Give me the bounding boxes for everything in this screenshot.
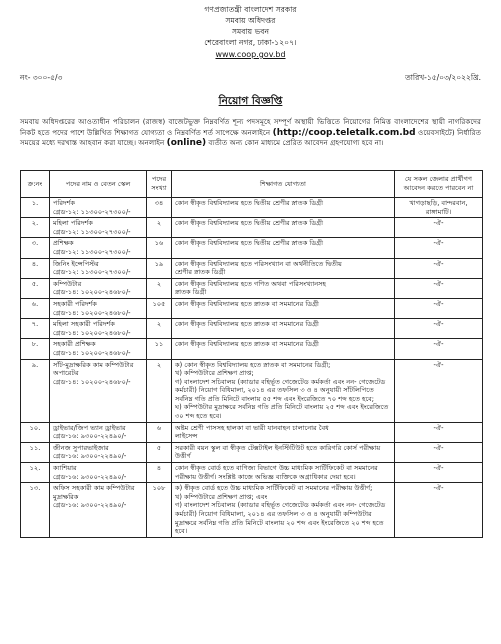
row-serial: ৮. (21, 339, 50, 359)
row-qualification (172, 218, 395, 238)
header-post: পদের নাম ও বেতন স্কেল (50, 171, 147, 198)
row-post (50, 218, 147, 238)
pay-grade: গ্রেড-১৬: ৯৩০০-২২৪৯০/- (53, 501, 127, 510)
pay-grade: গ্রেড-১২: ১১৩০০-২৭৩০০/- (53, 207, 131, 216)
pay-grade: গ্রেড-১২: ১১৩০০-২৭৩০০/- (53, 268, 131, 277)
row-post-count: ১১ (147, 339, 172, 359)
qualification-line: ক) কোন স্বীকৃত বিশ্ববিদ্যালয় হতে স্নাতক বা সমমানের ডিগ্রী; (175, 360, 331, 369)
row-eligibility: -ঐ- (395, 298, 483, 318)
row-post-count: ৪ (147, 463, 172, 483)
post-name: ক্যাশিয়ার (53, 464, 77, 473)
row-eligibility: -ঐ- (395, 258, 483, 278)
qualification-line: লাইসেন্স (175, 432, 198, 441)
row-post-count: ১৬ (147, 238, 172, 258)
row-post-count: ১০৮ (147, 483, 172, 538)
post-name: সাঁট-মুদ্রাক্ষরিক কাম কম্পিউটার অপারেটর (53, 360, 134, 378)
pay-grade: গ্রেড-১৬: ৯৩০০-২২৪৯০/- (53, 452, 127, 461)
row-eligibility: -ঐ- (395, 319, 483, 339)
row-post (50, 319, 147, 339)
pay-grade: গ্রেড-১২: ১১৩০০-২৭৩০০/- (53, 227, 131, 236)
row-post (50, 278, 147, 298)
table-row (21, 463, 483, 483)
row-post (50, 359, 147, 422)
pay-grade: গ্রেড-১৪: ১০২০০-২৪৬৮০/- (53, 377, 131, 386)
row-serial: ৭. (21, 319, 50, 339)
qualification-line: খ) কম্পিউটারে প্রশিক্ষণ প্রাপ্ত; (175, 369, 254, 378)
row-post (50, 258, 147, 278)
website-link[interactable]: www.coop.gov.bd (215, 50, 286, 59)
row-post-count: ২ (147, 359, 172, 422)
table-row (21, 319, 483, 339)
row-serial: ৯. (21, 359, 50, 422)
post-name: মহিলা পরিদর্শক (53, 219, 93, 228)
table-row (21, 422, 483, 442)
row-qualification (172, 298, 395, 318)
row-eligibility: -ঐ- (395, 339, 483, 359)
vacancy-table (20, 170, 483, 538)
table-row (21, 278, 483, 298)
row-qualification (172, 198, 395, 218)
memo-number: নং- ৩০০-৫/৩ (20, 73, 63, 82)
table-row (21, 359, 483, 422)
row-eligibility: -ঐ- (395, 463, 483, 483)
row-qualification (172, 483, 395, 538)
department-name: সমবায় অধিদপ্তর (225, 16, 276, 25)
qualification-line: গ) বাংলাদেশ সচিবালয় (ক্যাডার বহির্ভূত গেজেটেড কর্মকর্তা এবং নন- গেজেটেড কর্মচারী) নিয়োগ বিধিমালা, ২০১৪ এর তফসিল ৩ ও ৪ অনুযায়ী সাঁটলিপিতে সর্বনিম্ন গতি প্রতি মিনিটে বাংলায় ৫৫ শব্দ এবং ইংরেজিতে ৭০ শব্দ হতে হবে; (175, 377, 386, 403)
notice-title-wrap (0, 89, 501, 111)
pay-grade: গ্রেড-১৬: ৯৩০০-২২৪৯০/- (53, 432, 127, 441)
qualification-line: অষ্টম শ্রেণী পাসসহ হালকা বা ভারী যানবাহন চালানোর বৈধ (175, 423, 329, 432)
qualification-line: গ) বাংলাদেশ সচিবালয় (ক্যাডার বহির্ভূত গেজেটেড কর্মকর্তা এবং নন- গেজেটেড কর্মচারী) নিয়োগ বিধিমালা, ২০১৪ এর তফসিল ৩ ও ৪ অনুযায়ী কম্পিউটার মুদ্রাক্ষরে সর্বনিম্ন গতি প্রতি মিনিটে বাংলায় ২০ শব্দ এবং ইংরেজিতে ২০ শব্দ হতে হবে। (175, 501, 386, 536)
table-row (21, 238, 483, 258)
row-eligibility: -ঐ- (395, 359, 483, 422)
intro-text: সমবায় অধিদপ্তরের আওতাধীন পরিচালন (রাজস্ব) বাজেটভুক্ত নিম্নবর্ণিত শূন্য পদসমূহে সম্পূর্ণ অস্থায়ী ভিত্তিতে নিয়োগের নিমিত্ত বাংলাদেশের স্থায়ী নাগরিকদের নিকট হতে পদের পাশে উল্লিখিত শিক্ষাগত যোগ্যতা ও নিম্নবর্ণিত শর্ত সাপেক্ষে অনলাইনে (20, 117, 481, 137)
row-serial: ২. (21, 218, 50, 238)
post-name: ড্রাইভার/জিপ ভ্যান ড্রাইভার (53, 423, 126, 432)
notice-date: তারিখ-১৫/০৩/২০২২খ্রি. (405, 73, 481, 82)
post-name: প্রশিক্ষক (53, 239, 74, 248)
row-eligibility: খাগড়াছড়ি, বান্দরবান, রাঙ্গামাটি। (395, 198, 483, 218)
row-post (50, 198, 147, 218)
row-post-count: ২ (147, 278, 172, 298)
row-post-count: ২ (147, 218, 172, 238)
post-name: সহকারী প্রশিক্ষক (53, 340, 96, 349)
row-post-count: ১৯ (147, 258, 172, 278)
qualification-line: ক) স্বীকৃত বোর্ড হতে উচ্চ মাধ্যমিক সার্টিফিকেট বা সমমানের পরীক্ষায় উত্তীর্ণ; (175, 484, 373, 493)
qualification-line: কোন স্বীকৃত বিশ্ববিদ্যালয় হতে স্নাতক বা সমমানের ডিগ্রী (175, 320, 319, 329)
table-row (21, 218, 483, 238)
row-post (50, 442, 147, 462)
row-post-count: ১০৫ (147, 298, 172, 318)
post-name: জীনজ সুপারভাইজার (53, 443, 109, 452)
row-qualification (172, 339, 395, 359)
qualification-line: ঘ) কম্পিউটার মুদ্রাক্ষরে সর্বনিম্ন গতি প্রতি মিনিটে বাংলায় ২৫ শব্দ এবং ইংরেজিতে ৩০ শব্দ হতে হবে। (175, 403, 389, 421)
row-post-count: ৫ (147, 442, 172, 462)
row-qualification (172, 359, 395, 422)
row-post-count: ৩৪ (147, 198, 172, 218)
header-eligibility: যে সকল জেলার প্রার্থীগণ আবেদন করতে পারবেন না (395, 171, 483, 198)
intro-paragraph (20, 117, 481, 149)
header-serial: ক্র:নং (21, 171, 50, 198)
row-post (50, 463, 147, 483)
row-eligibility: -ঐ- (395, 442, 483, 462)
row-eligibility: -ঐ- (395, 483, 483, 538)
row-serial: ৩. (21, 238, 50, 258)
qualification-line: স্নাতক ডিগ্রী (175, 288, 207, 297)
row-post (50, 238, 147, 258)
notice-title: নিয়োগ বিজ্ঞপ্তি (218, 95, 283, 107)
pay-grade: গ্রেড-১৪: ১০২০০-২৪৬৮০/- (53, 288, 131, 297)
row-post-count: ২ (147, 319, 172, 339)
row-post-count: ৬ (147, 422, 172, 442)
table-row (21, 258, 483, 278)
post-name: পরিদর্শক (53, 199, 75, 207)
qualification-line: সরকারী বয়ন স্কুল বা স্বীকৃত টেক্সটাইল ইনস্টিটিউট হতে কারিগরি কোর্স পরীক্ষায় উত্তীর্ণ (175, 443, 381, 461)
pay-grade: গ্রেড-১৪: ১০২০০-২৪৬৮০/- (53, 308, 131, 317)
pay-grade: গ্রেড-১৪: ১০২০০-২৪৬৮০/- (53, 328, 131, 337)
teletalk-link[interactable]: (http://coop.teletalk.com.bd (272, 127, 416, 138)
row-qualification (172, 258, 395, 278)
row-eligibility: -ঐ- (395, 422, 483, 442)
header-count: পদের সংখ্যা (147, 171, 172, 198)
table-row (21, 483, 483, 538)
header-qualification: শিক্ষাগত যোগ্যতা (172, 171, 395, 198)
qualification-line: কোন স্বীকৃত বোর্ড হতে বাণিজ্য বিভাগে উচ্চ মাধ্যমিক সার্টিফিকেট বা সমমানের পরীক্ষায় উত্তীর্ণ। সংশ্লিষ্ট কাজে অভিজ্ঞ ব্যক্তিকে অগ্রাধিকার দেয়া হবে। (175, 464, 378, 481)
row-qualification (172, 278, 395, 298)
qualification-line: কোন স্বীকৃত বিশ্ববিদ্যালয় হতে পরিসংখ্যান বা অর্থনীতিতে দ্বিতীয় (175, 259, 342, 268)
letterhead (0, 4, 501, 60)
address: শেরেবাংলা নগর, ঢাকা-১২০৭। (204, 38, 297, 47)
intro-text-after-link: ওয়েবসাইটে) নির্ধারিত সময়ের মধ্যে দরখাস্ত আহবান করা যাচ্ছে। অনলাইন (20, 127, 481, 147)
online-keyword: (online) (166, 138, 207, 148)
row-serial: ১. (21, 198, 50, 218)
row-serial: ১২. (21, 463, 50, 483)
row-serial: ৬. (21, 298, 50, 318)
row-serial: ৫. (21, 278, 50, 298)
government-name: গণপ্রজাতন্ত্রী বাংলাদেশ সরকার (204, 5, 297, 14)
row-qualification (172, 463, 395, 483)
qualification-line: কোন স্বীকৃত বিশ্ববিদ্যালয় হতে দ্বিতীয় শ্রেণীর স্নাতক ডিগ্রী (175, 239, 323, 248)
post-name: সহকারী পরিদর্শক (53, 299, 97, 308)
table-row (21, 298, 483, 318)
post-name: মহিলা সহকারী পরিদর্শক (53, 320, 115, 329)
row-eligibility: -ঐ- (395, 218, 483, 238)
qualification-line: খ) কম্পিউটারে প্রশিক্ষণ প্রাপ্ত; এবং (175, 492, 268, 501)
row-qualification (172, 238, 395, 258)
row-qualification (172, 442, 395, 462)
table-row (21, 198, 483, 218)
pay-grade: গ্রেড-১৪: ১০২০০-২৪৬৮০/- (53, 348, 131, 357)
qualification-line: কোন স্বীকৃত বিশ্ববিদ্যালয় হতে দ্বিতীয় শ্রেণীর স্নাতক ডিগ্রী (175, 199, 323, 207)
qualification-line: কোন স্বীকৃত বিশ্ববিদ্যালয় হতে স্নাতক বা সমমানের ডিগ্রী (175, 299, 319, 308)
pay-grade: গ্রেড-১২: ১১৩০০-২৭৩০০/- (53, 247, 131, 256)
post-name: অফিস সহকারী কাম কম্পিউটার মুদ্রাক্ষরিক (53, 484, 135, 501)
row-post (50, 339, 147, 359)
row-post (50, 483, 147, 538)
pay-grade: গ্রেড-১৬: ৯৩০০-২২৪৯০/- (53, 472, 127, 481)
post-name: জিনিং ইন্সেপিস্টর (53, 259, 99, 268)
row-serial: ৪. (21, 258, 50, 278)
row-eligibility: -ঐ- (395, 238, 483, 258)
building-name: সমবায় ভবন (232, 27, 269, 36)
qualification-line: কোন স্বীকৃত বিশ্ববিদ্যালয় হতে দ্বিতীয় শ্রেণীর স্নাতক ডিগ্রী (175, 219, 323, 228)
reference-row (20, 70, 481, 86)
row-qualification (172, 319, 395, 339)
table-body (21, 198, 483, 538)
row-post (50, 422, 147, 442)
row-serial: ১৩. (21, 483, 50, 538)
row-serial: ১১. (21, 442, 50, 462)
intro-tail: ব্যতীত অন্য কোন মাধ্যমে প্রেরিত আবেদন গ্রহণযোগ্য হবে না। (208, 138, 384, 147)
row-eligibility: -ঐ- (395, 278, 483, 298)
post-name: কম্পিউটার (53, 279, 82, 288)
qualification-line: কোন স্বীকৃত বিশ্ববিদ্যালয় হতে স্নাতক বা সমমানের ডিগ্রী (175, 340, 319, 349)
table-row (21, 442, 483, 462)
table-row (21, 339, 483, 359)
qualification-line: কোন স্বীকৃত বিশ্ববিদ্যালয় হতে গণিত অথবা পরিসংখ্যানসহ (175, 279, 326, 288)
qualification-line: শ্রেণীর স্নাতক ডিগ্রী (175, 268, 226, 277)
row-post (50, 298, 147, 318)
row-serial: ১০. (21, 422, 50, 442)
table-header-row (21, 171, 483, 198)
row-qualification (172, 422, 395, 442)
